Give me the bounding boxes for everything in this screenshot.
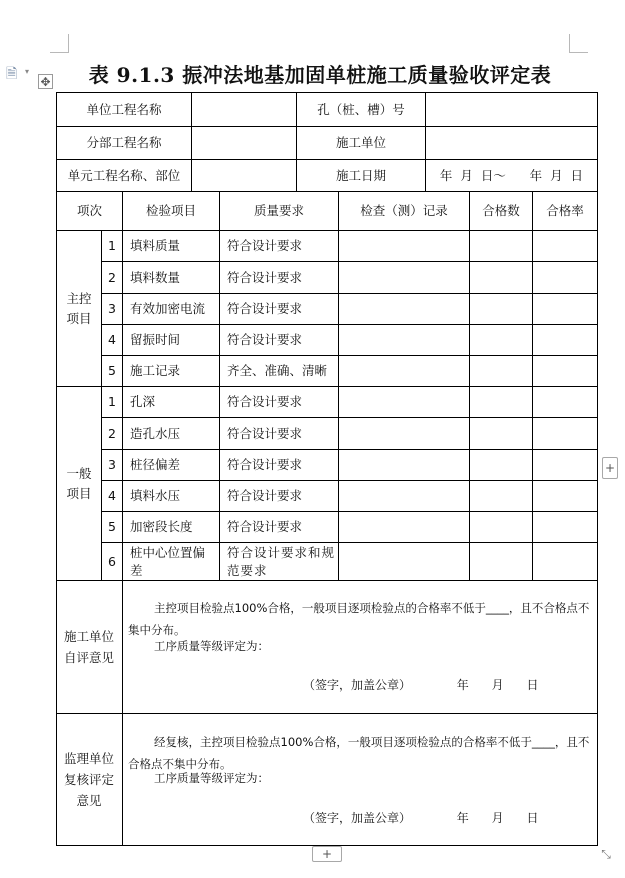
chevron-down-icon[interactable]: ▾ [25,67,30,76]
qualified-count-cell[interactable] [470,481,532,511]
qualified-count-cell[interactable] [470,231,532,261]
hole-no-value[interactable] [426,93,597,126]
inspection-item: 桩径偏差 [130,457,181,472]
qualified-count-cell[interactable] [470,325,532,355]
table-border-right [597,92,598,846]
row-number: 5 [108,519,116,534]
qualified-count-cell[interactable] [470,512,532,542]
col-header-item-category: 项次 [76,203,102,218]
construction-date-range[interactable]: 年 月 日～ 年 月 日 [439,167,584,183]
main-control-label: 主控 项目 [66,290,92,326]
row-number: 3 [108,301,116,316]
inspection-record-cell[interactable] [339,450,469,480]
qualified-rate-cell[interactable] [533,387,597,417]
inspection-record-cell[interactable] [339,294,469,324]
supervision-review-label: 监理单位复核评定意见 [63,750,114,808]
row-number: 6 [108,553,116,569]
document-icon[interactable]: 🗎 [6,66,18,82]
qualified-rate-cell[interactable] [533,450,597,480]
inspection-record-cell[interactable] [339,325,469,355]
supervision-review-text: 经复核，主控项目检验点100%合格，一般项目逐项检验点的合格率不低于____，且不合格点不集中分布。 [128,735,590,771]
inspection-item: 有效加密电流 [130,301,206,316]
grid-line [122,580,123,845]
inspection-record-cell[interactable] [339,418,469,449]
qualified-count-cell[interactable] [470,387,532,417]
inspection-item: 施工记录 [130,363,181,378]
row-number: 3 [108,457,116,472]
add-row-icon[interactable]: + [312,846,342,862]
qualified-count-cell[interactable] [470,450,532,480]
row-number: 5 [108,363,116,378]
qualified-count-cell[interactable] [470,543,532,580]
table-move-handle-icon[interactable]: ✥ [38,74,53,89]
page-corner-mark-left [50,34,69,53]
col-header-qualified-count: 合格数 [482,203,520,218]
page-corner-mark-right [569,34,588,53]
inspection-item: 加密段长度 [130,519,193,534]
qualified-rate-cell[interactable] [533,356,597,386]
row-number: 1 [108,394,116,409]
inspection-record-cell[interactable] [339,356,469,386]
sub-project-name-label: 分部工程名称 [86,135,162,150]
unit-project-name-label: 单位工程名称 [86,101,162,117]
inspection-item: 留振时间 [130,332,181,347]
col-header-inspection-item: 检验项目 [145,203,196,218]
qualified-rate-cell[interactable] [533,231,597,261]
qualified-rate-cell[interactable] [533,543,597,580]
general-items-label: 一般 项目 [66,465,92,501]
resize-icon[interactable]: ⤡ [601,847,611,861]
inspection-item: 填料水压 [130,488,181,503]
qualified-rate-cell[interactable] [533,481,597,511]
quality-requirement: 符合设计要求 [227,488,303,503]
row-number: 4 [108,488,116,503]
self-evaluation-signature: （签字，加盖公章） 年 月 日 [303,678,539,692]
inspection-item: 填料数量 [130,269,181,285]
row-number: 2 [108,269,116,285]
quality-requirement: 符合设计要求 [227,301,303,316]
self-evaluation-grade: 工序质量等级评定为： [154,639,269,653]
qualified-count-cell[interactable] [470,356,532,386]
qualified-rate-cell[interactable] [533,325,597,355]
quality-requirement: 符合设计要求 [227,332,303,347]
row-number: 1 [108,238,116,253]
unit-project-name-value[interactable] [192,93,296,126]
qualified-rate-cell[interactable] [533,262,597,293]
col-header-quality-requirement: 质量要求 [253,203,304,218]
element-project-name-label: 单元工程名称、部位 [67,167,181,183]
qualified-rate-cell[interactable] [533,294,597,324]
construction-date-label: 施工日期 [335,167,386,183]
qualified-count-cell[interactable] [470,262,532,293]
add-column-icon[interactable]: + [602,457,618,479]
qualified-rate-cell[interactable] [533,418,597,449]
inspection-record-cell[interactable] [339,231,469,261]
quality-requirement: 符合设计要求 [227,238,303,253]
quality-requirement: 符合设计要求 [227,425,303,441]
inspection-item: 桩中心位置偏差 [130,544,206,578]
grid-line [56,713,597,714]
construction-unit-label: 施工单位 [335,135,386,150]
inspection-item: 孔深 [130,394,156,409]
quality-requirement: 齐全、准确、清晰 [227,363,328,378]
element-project-name-value[interactable] [192,160,296,191]
quality-requirement: 符合设计要求 [227,394,303,409]
inspection-item: 造孔水压 [130,425,181,441]
inspection-record-cell[interactable] [339,387,469,417]
self-evaluation-label: 施工单位自评意见 [63,629,114,665]
inspection-record-cell[interactable] [339,512,469,542]
page-title: 表 9.1.3 振冲法地基加固单桩施工质量验收评定表 [88,63,552,87]
inspection-record-cell[interactable] [339,543,469,580]
grid-line [56,580,597,581]
col-header-inspection-record: 检查（测）记录 [360,203,448,218]
row-number: 4 [108,332,116,347]
inspection-record-cell[interactable] [339,262,469,293]
inspection-item: 填料质量 [130,238,181,253]
hole-no-label: 孔（桩、槽）号 [317,101,405,117]
supervision-review-grade: 工序质量等级评定为： [154,771,269,785]
quality-requirement: 符合设计要求 [227,457,303,472]
quality-requirement: 符合设计要求 [227,269,303,285]
supervision-review-signature: （签字，加盖公章） 年 月 日 [303,811,539,825]
qualified-rate-cell[interactable] [533,512,597,542]
qualified-count-cell[interactable] [470,294,532,324]
inspection-record-cell[interactable] [339,481,469,511]
quality-requirement: 符合设计要求和规范要求 [227,544,336,578]
self-evaluation-text: 主控项目检验点100%合格，一般项目逐项检验点的合格率不低于____，且不合格点不集中分布。 [128,601,590,637]
qualified-count-cell[interactable] [470,418,532,449]
col-header-qualified-rate: 合格率 [546,203,584,218]
construction-unit-value[interactable] [426,127,597,159]
quality-requirement: 符合设计要求 [227,519,303,534]
sub-project-name-value[interactable] [192,127,296,159]
row-number: 2 [108,425,116,441]
